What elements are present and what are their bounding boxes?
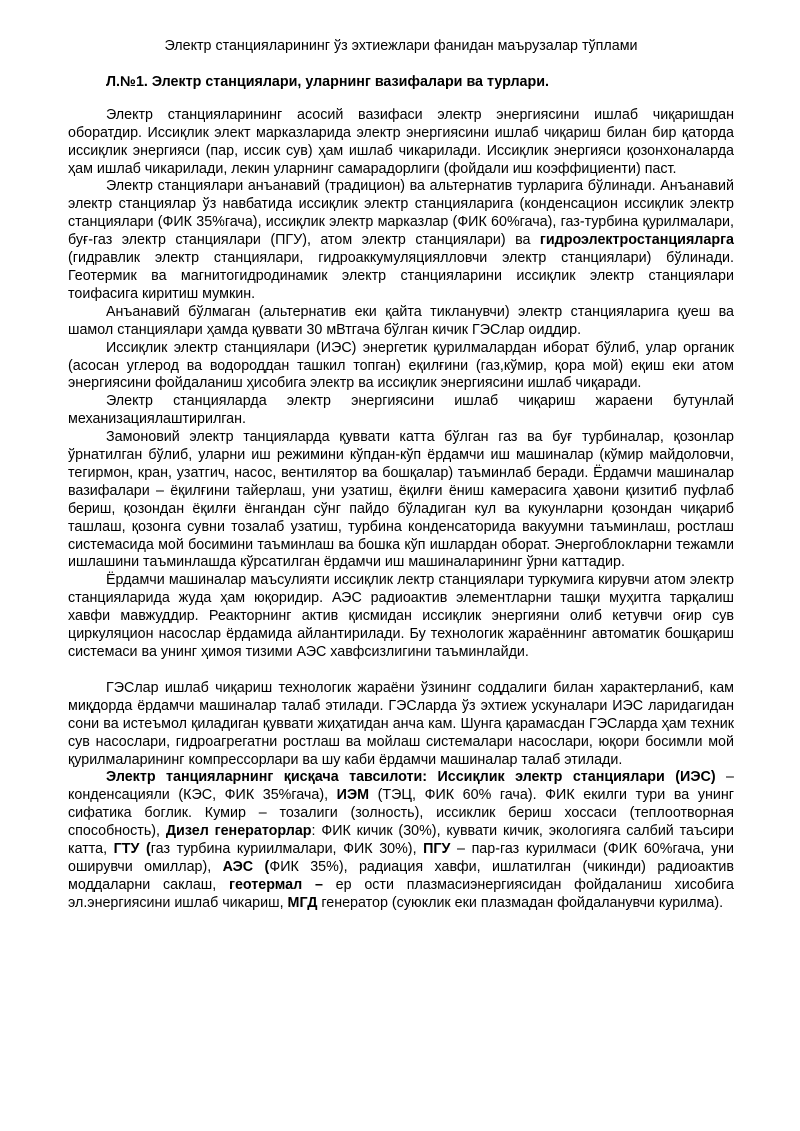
paragraph-2 <box>68 178 734 303</box>
summary-term: геотермал – <box>229 876 323 893</box>
paragraph-6: Замонoвий электр танцияларда қуввати катта бўлган газ ва буғ турбиналар, қозонлар ўрнатилган бўлиб, уларни иш режимини кўпдан-кўп ёрдамчи иш машиналар (кўмир майдоловчи, тегирмон, кран, узатгич, насос, вентилятор ва бошқалар) таъминлаб беради. Ёрдамчи машиналар вазифалари – ёқилғини тайерлаш, уни узатиш, ёқилғи ёниш камерасига ҳавони қизитиб пуфлаб бериш, қозондан ёқилғи ёнгандан сўнг пайдо бўладиган кул ва кукунларни қозондан чиқариб ташлаш, қозонга сувни тозалаб узатиш, турбина конденсаторида вакуумни таъминлаш, ростлаш системасида мой босимини таъминлаш ва бошка кўп ишлардан оборат. Энергоблокларни тежамли ишлашини таъминлашда кўрсатилган ёрдамчи иш машиналарининг ўрни каттадир. <box>68 429 734 571</box>
document-header: Электр станцияларининг ўз эхтиежлари фанидан маърузалар тўплами <box>164 38 638 54</box>
summary-text: – конденсацияли (КЭС, ФИК 35%гача), <box>68 769 734 804</box>
summary-term: Дизел генераторлар <box>165 823 312 840</box>
summary-term: ИЭМ <box>336 787 370 804</box>
summary-text: генератор (суюклик еки плазмадан фойдаланувчи курилма). <box>317 894 724 911</box>
summary-term: АЭС ( <box>222 858 270 875</box>
summary-term: ГТУ ( <box>113 841 151 858</box>
summary-text: ФИК 35%), радиация хавфи, ишлатилган (чикинди) радиоактив моддаларни саклаш, <box>68 858 735 893</box>
summary-term: МГД <box>287 894 318 911</box>
paragraph-5: Электр станцияларда электр энергиясини ишлаб чиқариш жараени бутунлай механизациялаштирилган. <box>68 393 734 428</box>
summary-heading: Электр танцияларнинг қисқача тавсилоти: Иссиқлик электр станциялари (ИЭС) <box>106 769 716 786</box>
paragraph-2-text-a: Электр станциялари анъанавий (традицион) ва альтернатив турларига бўлинади. Анъанавий электр станциялар ўз навбатида иссиқлик электр станцияларига (конденсацион иссиқлик электр станциялари (ФИК 35%гача), иссиқлик электр марказлар (ФИК 60%гача), газ-турбина қурилмалари, буғ-газ электр станциялари (ПГУ), атом электр станциялари) ва <box>68 178 734 249</box>
summary-text: : ФИК кичик (30%), куввати кичик, экологияга салбий таъсири катта, <box>68 823 734 858</box>
paragraph-8: ГЭСлар ишлаб чиқариш технологик жараёни ўзининг соддалиги билан характерланиб, кам миқдорда ёрдамчи машиналар талаб этилади. ГЭСларда ўз эхтиеж ускуналари ИЭС ларидагидан сони ва истеъмол қиладиган қуввати жиҳатидан анча кам. Шунга қарамасдан ГЭСларда ҳам техник сув насослари, гидроагрегатни ростлаш ва мойлаш системалари насослари, юқори босимли мой қурилмаларининг компрессорлари ва шу каби ёрдамчи машиналар талаб этилади. <box>68 679 734 768</box>
summary-text: (ТЭЦ, ФИК 60% гача). ФИК екилги тури ва унинг сифатика боглик. Кумир – тозалиги (золность), иссиклик бериш хоссаси (теплоотворная способность), <box>68 787 734 840</box>
summary-text: – пар-газ курилмаси (ФИК 60%гача, уни оширувчи омиллар), <box>68 841 734 875</box>
paragraph-4: Иссиқлик электр станциялари (ИЭС) энергетик қурилмалардан иборат бўлиб, улар органик (асосан углерод ва водороддан ташкил топган) еқилғини (газ,кўмир, қора мой) еқиш еки атом энергиясини фойдаланиш ҳисобига электр ва иссиқлик энергиясини ишлаб чиқаради. <box>68 339 734 392</box>
paragraph-9 <box>68 769 734 912</box>
paragraph-7: Ёрдамчи машиналар маъсулияти иссиқлик лектр станциялари туркумига кирувчи атом электр станцияларида жуда ҳам юқоридир. АЭС радиоактив элементларни ташқи муҳитга тарқалиш хавфи мавжуддир. Реакторнинг актив қисмидан иссиқлик энергияни олиб кетувчи оғир сув циркуляцион насослар ёрдамида айлантирилади. Бу технологик жараённинг автоматик бошқариш системаси ва унинг ҳимоя тизими АЭС хавфсизлигини таъминлайди. <box>68 572 734 660</box>
summary-term: ПГУ <box>423 841 451 858</box>
paragraph-2-bold-term: гидроэлектростанцияларга <box>539 232 734 249</box>
paragraph-gap <box>68 662 734 680</box>
paragraph-2-text-b: (гидравлик электр станциялари, гидроаккумуляциялловчи электр станциялари) бўлинади. Геотермик ва магнитогидродинамик электр станцияларини иссиқлик электр станциялари тоифасига киритиш мумкин. <box>68 250 734 302</box>
paragraph-1: Электр станцияларининг асосий вазифаси электр энергиясини ишлаб чиқаришдан оборатдир. Иссиқлик элект марказларида электр энергиясини ишлаб чиқариш билан бир қаторда иссиқлик энергияси (пар, иссик сув) ҳам ишлаб чикарилади. Иссиқлик энергияси қозонхоналарда ҳам ишлаб чикарилади, лекин уларнинг самарадорлиги (фойдали иш коэффициенти) паст. <box>68 106 734 177</box>
summary-text: ер ости плазмасиэнергиясидан фойдаланиш хисобига эл.энергиясини ишлаб чикариш, <box>68 876 734 911</box>
paragraph-3: Анъанавий бўлмаган (альтернатив еки қайта тикланувчи) электр станцияларига қуеш ва шамол станциялари ҳамда қуввати 30 мВтгача бўлган кичик ГЭСлар оиддир. <box>68 303 734 338</box>
lecture-title: Л.№1. Электр станциялари, уларнинг вазифалари ва турлари. <box>106 73 549 90</box>
summary-text: газ турбина куриилмалари, ФИК 30%), <box>150 841 424 858</box>
